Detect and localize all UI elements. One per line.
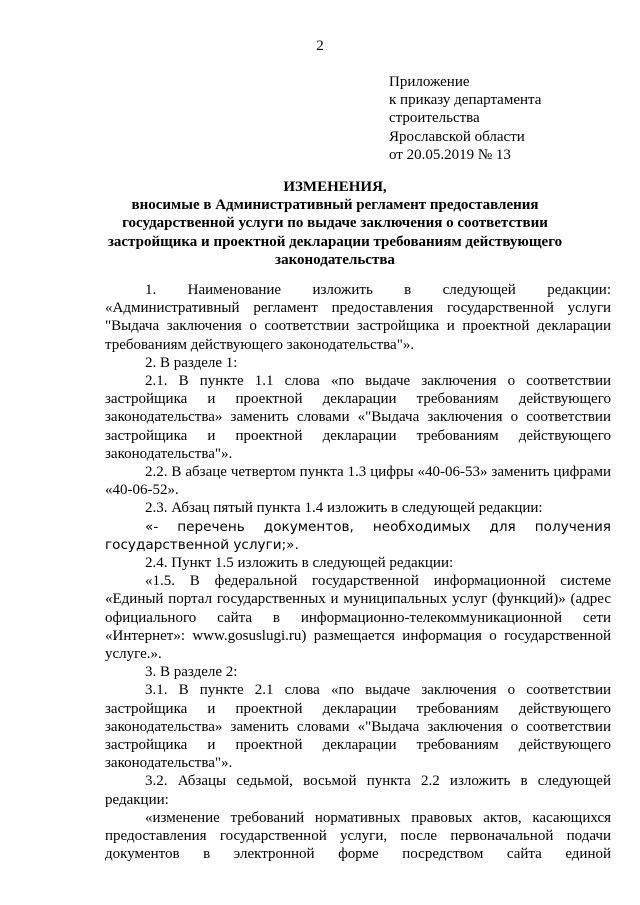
heading-subtitle: вносимые в Административный регламент предоставления государственной услуги по выдаче заключения о соответствии застройщика и проектной декларации требованиям действующего законодательства [107, 197, 563, 268]
appendix-line: Приложение [389, 74, 470, 90]
paragraph: 1. Наименование изложить в следующей редакции: «Административный регламент предоставления государственной услуги "Выдача заключения о соответствии застройщика и проектной декларации требованиям действующего законодательства"». [105, 282, 611, 353]
paragraph: «1.5. В федеральной государственной информационной системе «Единый портал государственных и муниципальных услуг (функций)» (адрес официального сайта в информационно-телекоммуникационной сети «Интернет»: www.gosuslugi.ru) размещается информация о государственной услуге.». [105, 573, 611, 663]
appendix-line: от 20.05.2019 № 13 [389, 146, 511, 163]
paragraph: 3. В разделе 2: [145, 664, 238, 681]
document-heading [100, 178, 570, 269]
appendix-line: Ярославской области [389, 128, 525, 145]
page-number: 2 [316, 38, 324, 54]
paragraph: 2. В разделе 1: [145, 354, 238, 371]
appendix-line: к приказу департамента [389, 92, 542, 109]
heading-title: ИЗМЕНЕНИЯ, [283, 179, 387, 195]
paragraph: «изменение требований нормативных правовых актов, касающихся предоставления государственной услуги, после первоначальной подачи документов в электронной форме посредством сайта единой [105, 809, 611, 863]
paragraph: 2.4. Пункт 1.5 изложить в следующей редакции: [145, 555, 454, 572]
paragraph: 3.2. Абзацы седьмой, восьмой пункта 2.2 изложить в следующей редакции: [105, 773, 611, 808]
appendix-line: строительства [389, 110, 480, 127]
paragraph: «- перечень документов, необходимых для получения государственной услуги;». [105, 518, 611, 553]
paragraph: 2.3. Абзац пятый пункта 1.4 изложить в следующей редакции: [145, 500, 543, 517]
paragraph: 3.1. В пункте 2.1 слова «по выдаче заключения о соответствии застройщика и проектной декларации требованиям действующего законодательства» заменить словами «"Выдача заключения о соответствии застройщика и проектной декларации требованиям действующего законодательства"». [105, 682, 611, 772]
document-body [105, 281, 611, 864]
appendix-block [389, 73, 541, 164]
paragraph: 2.2. В абзаце четвертом пункта 1.3 цифры «40-06-53» заменить цифрами «40-06-52». [105, 464, 611, 499]
paragraph: 2.1. В пункте 1.1 слова «по выдаче заключения о соответствии застройщика и проектной декларации требованиям действующего законодательства» заменить словами «"Выдача заключения о соответствии застройщика и проектной декларации требованиям действующего законодательства"». [105, 373, 611, 462]
